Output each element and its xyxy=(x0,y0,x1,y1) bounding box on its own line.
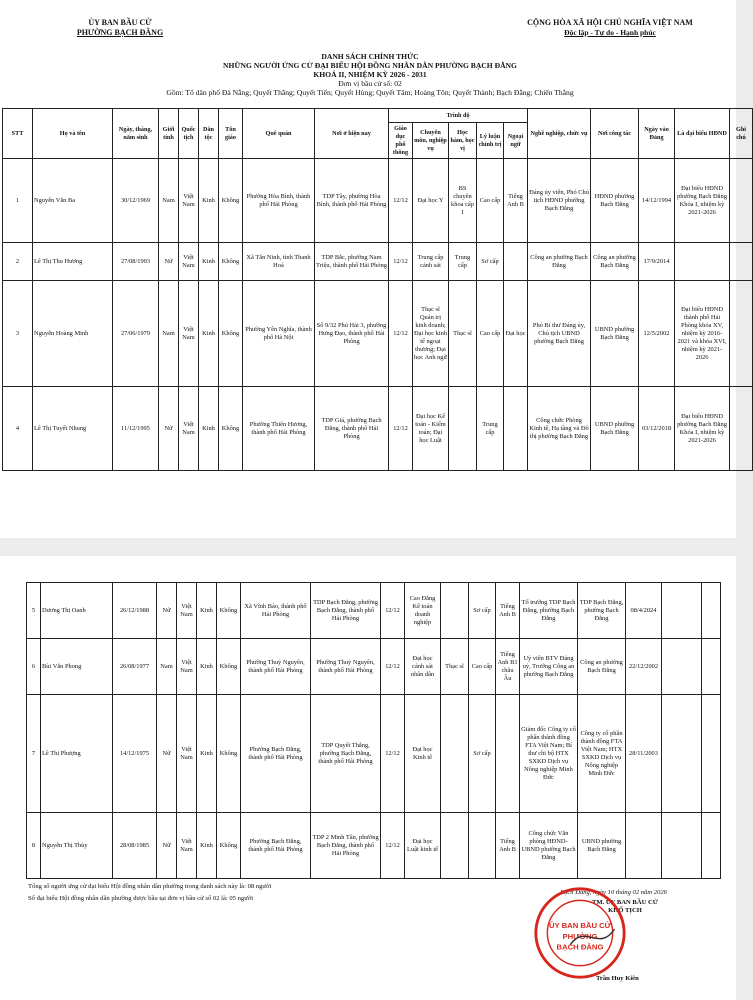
cell-gender: Nữ xyxy=(159,243,179,281)
cell-workplace: Công an phường Bạch Đằng xyxy=(578,639,626,695)
cell-religion: Không xyxy=(219,281,243,387)
cell-note xyxy=(702,639,721,695)
cell-is-delegate: Đại biểu HĐND phường Bạch Đằng Khóa I, nhiệm kỳ 2021-2026 xyxy=(675,159,730,243)
cell-hometown: Xã Vĩnh Bảo, thành phố Hải Phòng xyxy=(241,583,311,639)
col-note: Ghi chú xyxy=(730,109,753,159)
col-hometown: Quê quán xyxy=(243,109,315,159)
cell-hometown: Phường Bạch Đằng, thành phố Hải Phòng xyxy=(241,813,311,879)
table-row xyxy=(27,639,721,695)
cell-stt: 6 xyxy=(27,639,41,695)
cell-stt: 4 xyxy=(3,387,33,471)
cell-note xyxy=(702,583,721,639)
issuer-line2: PHƯỜNG BẠCH ĐẰNG xyxy=(76,28,164,37)
cell-language: Tiếng Anh B xyxy=(504,159,528,243)
cell-academic xyxy=(441,583,469,639)
cell-gender: Nữ xyxy=(157,813,177,879)
col-language: Ngoại ngữ xyxy=(504,123,528,159)
cell-gender: Nam xyxy=(159,159,179,243)
cell-general: 12/12 xyxy=(389,243,413,281)
cell-job: Công an phường Bạch Đằng xyxy=(528,243,591,281)
cell-job: Tổ trưởng TDP Bạch Đằng, phường Bạch Đằng xyxy=(520,583,578,639)
cell-general: 12/12 xyxy=(389,159,413,243)
cell-specialty: Đại học Kinh tế xyxy=(405,695,441,813)
national-motto xyxy=(500,18,720,38)
sign-date: Bạch Đằng, ngày 10 tháng 02 năm 2026 xyxy=(560,889,667,896)
cell-job: Công chức Phòng Kinh tế, Hạ tầng và Đô thị phường Bạch Đằng xyxy=(528,387,591,471)
cell-job: Uỷ viên BTV Đảng uỷ, Trưởng Công an phường Bạch Đằng xyxy=(520,639,578,695)
cell-specialty: Thạc sĩ Quản trị kinh doanh; Đại học kinh tế ngoại thương; Đại học Anh ngữ xyxy=(413,281,449,387)
cell-party-date: 12/5/2002 xyxy=(639,281,675,387)
cell-hometown: Phường Hòa Bình, thành phố Hải Phòng xyxy=(243,159,315,243)
col-name: Họ và tên xyxy=(33,109,113,159)
cell-job: Công chức Văn phòng HĐND-UBND phường Bạch Đằng xyxy=(520,813,578,879)
cell-note xyxy=(730,159,753,243)
cell-academic: Trung cấp xyxy=(449,243,477,281)
cell-nationality: Việt Nam xyxy=(177,583,197,639)
table-row xyxy=(27,583,721,639)
cell-general: 12/12 xyxy=(381,639,405,695)
col-delegate: Là đại biểu HĐND xyxy=(675,109,730,159)
cell-language: Đại học xyxy=(504,281,528,387)
cell-name: Nguyễn Văn Ba xyxy=(33,159,113,243)
cell-political: Cao cấp xyxy=(477,281,504,387)
footer-elected: Số đại biểu Hội đồng nhân dân phường được bầu tại đơn vị bầu cử số 02 là: 05 người xyxy=(28,895,254,902)
cell-general: 12/12 xyxy=(381,813,405,879)
cell-party-date: 03/12/2018 xyxy=(639,387,675,471)
svg-text:ỦY BAN BẦU CỬ: ỦY BAN BẦU CỬ xyxy=(548,921,612,931)
cell-note xyxy=(730,387,753,471)
col-job: Nghề nghiệp, chức vụ xyxy=(528,109,591,159)
col-religion: Tôn giáo xyxy=(219,109,243,159)
cell-general: 12/12 xyxy=(381,583,405,639)
cell-is-delegate: Đại biểu HĐND thành phố Hải Phòng khóa XV, nhiệm kỳ 2016-2021 và khóa XVI, nhiệm kỳ 2021-2026 xyxy=(675,281,730,387)
col-general: Giáo dục phổ thông xyxy=(389,123,413,159)
table-row xyxy=(27,695,721,813)
cell-residence: TDP Tây, phường Hòa Bình, thành phố Hải Phòng xyxy=(315,159,389,243)
cell-residence: TDP Giá, phường Bạch Đằng, thành phố Hải Phòng xyxy=(315,387,389,471)
cell-hometown: Phường Bạch Đằng, thành phố Hải Phòng xyxy=(241,695,311,813)
cell-dob: 26/08/1977 xyxy=(113,639,157,695)
cell-gender: Nữ xyxy=(157,583,177,639)
cell-general: 12/12 xyxy=(381,695,405,813)
col-dob: Ngày, tháng, năm sinh xyxy=(113,109,159,159)
cell-religion: Không xyxy=(219,159,243,243)
cell-specialty: Đại học Kế toán - Kiểm toán; Đại học Luật xyxy=(413,387,449,471)
cell-is-delegate xyxy=(662,695,702,813)
cell-name: Nguyễn Thị Thùy xyxy=(41,813,113,879)
cell-political: Sơ cấp xyxy=(469,695,496,813)
cell-religion: Không xyxy=(219,387,243,471)
cell-gender: Nữ xyxy=(159,387,179,471)
table-row xyxy=(3,159,753,243)
cell-ethnic: Kinh xyxy=(199,387,219,471)
cell-residence: Phường Thuỷ Nguyên, thành phố Hải Phòng xyxy=(311,639,381,695)
cell-dob: 11/12/1995 xyxy=(113,387,159,471)
cell-nationality: Việt Nam xyxy=(179,159,199,243)
col-workplace: Nơi công tác xyxy=(591,109,639,159)
footer-total: Tổng số người ứng cử đại biểu Hội đồng nhân dân phường trong danh sách này là: 08 người xyxy=(28,883,272,890)
table-row xyxy=(3,243,753,281)
cell-workplace: HĐND phường Bạch Đằng xyxy=(591,159,639,243)
cell-stt: 1 xyxy=(3,159,33,243)
cell-note xyxy=(730,281,753,387)
title-line2: NHỮNG NGƯỜI ỨNG CỬ ĐẠI BIỂU HỘI ĐỒNG NHÂN DÂN PHƯỜNG BẠCH ĐẰNG xyxy=(223,61,517,70)
cell-residence: TDP Bạch Đằng, phường Bạch Đằng, thành phố Hải Phòng xyxy=(311,583,381,639)
cell-specialty: Đại học cảnh sát nhân dân xyxy=(405,639,441,695)
cell-religion: Không xyxy=(217,583,241,639)
col-education-group: Trình độ xyxy=(389,109,528,123)
cell-academic: Thạc sĩ xyxy=(449,281,477,387)
cell-nationality: Việt Nam xyxy=(177,695,197,813)
cell-note xyxy=(702,695,721,813)
cell-religion: Không xyxy=(217,695,241,813)
cell-workplace: UBND phường Bạch Đằng xyxy=(578,813,626,879)
cell-note xyxy=(702,813,721,879)
cell-political: Sơ cấp xyxy=(477,243,504,281)
cell-dob: 28/08/1985 xyxy=(113,813,157,879)
cell-nationality: Việt Nam xyxy=(179,387,199,471)
cell-dob: 26/12/1988 xyxy=(113,583,157,639)
title-line5: Gồm: Tổ dân phố Đà Nẵng; Quyết Thắng; Quyết Tiến; Quyết Hùng; Quyết Tâm; Hoàng Tôn; Quyết Thành; Bạch Đằng; Chiến Thắng xyxy=(166,88,574,97)
col-residence: Nơi ở hiện nay xyxy=(315,109,389,159)
col-political: Lý luận chính trị xyxy=(477,123,504,159)
cell-academic xyxy=(449,387,477,471)
title-line1: DANH SÁCH CHÍNH THỨC xyxy=(321,52,419,61)
cell-is-delegate: Đại biểu HĐND phường Bạch Đằng Khóa I, nhiệm kỳ 2021-2026 xyxy=(675,387,730,471)
cell-academic xyxy=(441,695,469,813)
title-line3: KHOÁ II, NHIỆM KỲ 2026 - 2031 xyxy=(313,70,427,79)
issuer-line1: ỦY BAN BẦU CỬ xyxy=(88,18,152,27)
cell-name: Lê Thị Phượng xyxy=(41,695,113,813)
cell-nationality: Việt Nam xyxy=(177,813,197,879)
cell-dob: 30/12/1969 xyxy=(113,159,159,243)
cell-ethnic: Kinh xyxy=(199,159,219,243)
motto-line2: Độc lập - Tự do - Hạnh phúc xyxy=(564,28,656,37)
cell-is-delegate xyxy=(662,639,702,695)
col-gender: Giới tính xyxy=(159,109,179,159)
cell-ethnic: Kinh xyxy=(197,583,217,639)
cell-academic: BS chuyên khoa cấp I xyxy=(449,159,477,243)
cell-stt: 3 xyxy=(3,281,33,387)
cell-religion: Không xyxy=(217,639,241,695)
table-row xyxy=(27,813,721,879)
cell-political xyxy=(469,813,496,879)
cell-political: Trung cấp xyxy=(477,387,504,471)
candidate-table-part1 xyxy=(2,108,753,471)
cell-workplace: TDP Bạch Đằng, phường Bạch Đằng xyxy=(578,583,626,639)
signer-name: Trần Huy Kiên xyxy=(596,975,639,982)
cell-political: Cao cấp xyxy=(469,639,496,695)
cell-name: Dương Thị Oanh xyxy=(41,583,113,639)
cell-hometown: Phường Thiên Hương, thành phố Hải Phòng xyxy=(243,387,315,471)
cell-language xyxy=(504,243,528,281)
cell-residence: Số 9/32 Phú Hải 3, phường Hưng Đạo, thành phố Hải Phòng xyxy=(315,281,389,387)
cell-stt: 7 xyxy=(27,695,41,813)
cell-dob: 27/08/1993 xyxy=(113,243,159,281)
cell-gender: Nam xyxy=(157,639,177,695)
cell-workplace: UBND phường Bạch Đằng xyxy=(591,281,639,387)
cell-workplace: Công ty cổ phần thành đồng FTA Việt Nam; HTX SXKD Dịch vụ Nông nghiệp Minh Đức xyxy=(578,695,626,813)
cell-specialty: Trung cấp cảnh sát xyxy=(413,243,449,281)
cell-workplace: UBND phường Bạch Đằng xyxy=(591,387,639,471)
cell-nationality: Việt Nam xyxy=(177,639,197,695)
cell-residence: TDP Bắc, phường Nam Triệu, thành phố Hải Phòng xyxy=(315,243,389,281)
cell-specialty: Đại học Y xyxy=(413,159,449,243)
issuer-header xyxy=(50,18,190,38)
cell-party-date xyxy=(626,813,662,879)
cell-note xyxy=(730,243,753,281)
cell-name: Lê Thị Tuyết Nhung xyxy=(33,387,113,471)
cell-ethnic: Kinh xyxy=(197,639,217,695)
title-line4: Đơn vị bầu cử số: 02 xyxy=(338,79,402,88)
candidate-table-part2 xyxy=(26,582,721,879)
cell-hometown: Phường Yên Nghĩa, thành phố Hà Nội xyxy=(243,281,315,387)
document-title xyxy=(166,52,574,97)
svg-text:BẠCH ĐẰNG: BẠCH ĐẰNG xyxy=(556,942,604,952)
cell-academic: Thạc sĩ xyxy=(441,639,469,695)
cell-party-date: 22/12/2002 xyxy=(626,639,662,695)
cell-language: Tiếng Anh B xyxy=(496,813,520,879)
cell-hometown: Xã Tân Ninh, tỉnh Thanh Hoá xyxy=(243,243,315,281)
cell-academic xyxy=(441,813,469,879)
cell-general: 12/12 xyxy=(389,387,413,471)
cell-job: Đảng ủy viên, Phó Chủ tịch HĐND phường Bạch Đằng xyxy=(528,159,591,243)
cell-job: Phó Bí thư Đảng ủy, Chủ tịch UBND phường Bạch Đằng xyxy=(528,281,591,387)
cell-ethnic: Kinh xyxy=(199,281,219,387)
col-academic: Học hàm, học vị xyxy=(449,123,477,159)
cell-specialty: Đại học Luật kinh tế xyxy=(405,813,441,879)
cell-party-date: 08/4/2024 xyxy=(626,583,662,639)
cell-is-delegate xyxy=(675,243,730,281)
cell-language: Tiếng Anh B xyxy=(496,583,520,639)
cell-dob: 27/06/1979 xyxy=(113,281,159,387)
cell-job: Giám đốc Công ty cổ phần thành đồng FTA Việt Nam; Bí thư chi bộ HTX SXKD Dịch vụ Nông nghiệp Minh Đức xyxy=(520,695,578,813)
cell-party-date: 28/11/2003 xyxy=(626,695,662,813)
cell-specialty: Cao Đẳng Kế toán doanh nghiệp xyxy=(405,583,441,639)
table-row xyxy=(3,387,753,471)
cell-is-delegate xyxy=(662,583,702,639)
cell-stt: 8 xyxy=(27,813,41,879)
sign-line2: KHỐ TỊCH xyxy=(608,907,642,914)
cell-political: Sơ cấp xyxy=(469,583,496,639)
svg-text:PHƯỜNG: PHƯỜNG xyxy=(562,931,598,941)
cell-name: Bùi Văn Phong xyxy=(41,639,113,695)
cell-political: Cao cấp xyxy=(477,159,504,243)
cell-is-delegate xyxy=(662,813,702,879)
cell-stt: 5 xyxy=(27,583,41,639)
cell-nationality: Việt Nam xyxy=(179,243,199,281)
motto-line1: CỘNG HÒA XÃ HỘI CHỦ NGHĨA VIỆT NAM xyxy=(527,18,693,27)
table-row xyxy=(3,281,753,387)
col-ethnic: Dân tộc xyxy=(199,109,219,159)
col-stt: STT xyxy=(3,109,33,159)
cell-language xyxy=(504,387,528,471)
col-specialty: Chuyên môn, nghiệp vụ xyxy=(413,123,449,159)
cell-language: Tiếng Anh B1 châu Âu xyxy=(496,639,520,695)
cell-workplace: Công an phường Bạch Đằng xyxy=(591,243,639,281)
sign-line1: TM. ỦY BAN BẦU CỬ xyxy=(592,899,658,906)
cell-gender: Nam xyxy=(159,281,179,387)
cell-religion: Không xyxy=(219,243,243,281)
cell-name: Lê Thị Thu Hương xyxy=(33,243,113,281)
cell-language xyxy=(496,695,520,813)
cell-gender: Nữ xyxy=(157,695,177,813)
cell-religion: Không xyxy=(217,813,241,879)
cell-residence: TDP Quyết Thắng, phường Bạch Đằng, thành phố Hải Phòng xyxy=(311,695,381,813)
cell-nationality: Việt Nam xyxy=(179,281,199,387)
official-seal-icon xyxy=(532,885,628,981)
cell-general: 12/12 xyxy=(389,281,413,387)
cell-ethnic: Kinh xyxy=(197,813,217,879)
col-party-date: Ngày vào Đảng xyxy=(639,109,675,159)
cell-stt: 2 xyxy=(3,243,33,281)
cell-name: Nguyễn Hoàng Minh xyxy=(33,281,113,387)
cell-party-date: 14/12/1994 xyxy=(639,159,675,243)
cell-residence: TDP 2 Minh Tân, phường Bạch Đằng, thành phố Hải Phòng xyxy=(311,813,381,879)
cell-party-date: 17/9/2014 xyxy=(639,243,675,281)
col-nationality: Quốc tịch xyxy=(179,109,199,159)
cell-ethnic: Kinh xyxy=(197,695,217,813)
cell-dob: 14/12/1975 xyxy=(113,695,157,813)
cell-ethnic: Kinh xyxy=(199,243,219,281)
cell-hometown: Phường Thuỷ Nguyên, thành phố Hải Phòng xyxy=(241,639,311,695)
